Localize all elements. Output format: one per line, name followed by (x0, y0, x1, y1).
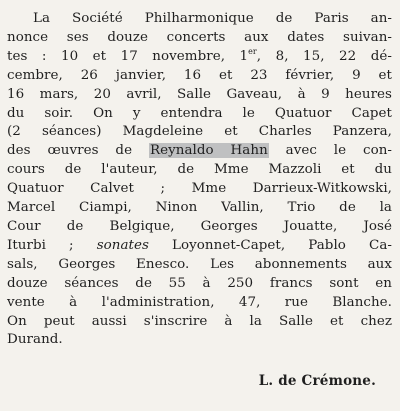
text-line: vente à l'administration, 47, rue Blanche. (7, 294, 392, 310)
text-fragment: avec le con- (268, 143, 393, 159)
text-line: du soir. On y entendra le Quatuor Capet (7, 105, 392, 121)
text-line: Durand. (7, 332, 63, 348)
text-line: douze séances de 55 à 250 francs sont en (7, 275, 392, 291)
text-fragment: tes : 10 et 17 novembre, 1 (7, 48, 249, 64)
text-line: cours de l'auteur, de Mme Mazzoli et du (7, 162, 392, 178)
highlighted-name: Reynaldo Hahn (149, 143, 268, 159)
signature: L. de Crémone. (258, 373, 376, 389)
text-line: La Société Philharmonique de Paris an- (33, 11, 392, 26)
text-line: Marcel Ciampi, Ninon Vallin, Trio de la (7, 200, 392, 216)
text-line: 16 mars, 20 avril, Salle Gaveau, à 9 heures (7, 86, 392, 102)
text-line (7, 48, 392, 67)
text-line: On peut aussi s'inscrire à la Salle et chez (7, 313, 392, 329)
text-line (7, 142, 392, 161)
text-fragment: Loyonnet-Capet, Pablo Ca- (148, 237, 392, 253)
text-fragment: , 8, 15, 22 dé- (256, 48, 392, 64)
italic-word: sonates (96, 237, 149, 253)
text-fragment: des œuvres de (7, 143, 149, 159)
text-line: sals, Georges Enesco. Les abonnements aux (7, 256, 392, 272)
text-fragment: Iturbi ; (7, 237, 97, 253)
article-body (7, 10, 392, 350)
text-line: Quatuor Calvet ; Mme Darrieux-Witkowski, (7, 181, 392, 197)
superscript: er (248, 46, 257, 56)
text-line: cembre, 26 janvier, 16 et 23 février, 9 et (7, 67, 392, 83)
text-line: Cour de Belgique, Georges Jouatte, José (7, 218, 392, 234)
text-line: (2 séances) Magdeleine et Charles Panzera, (7, 124, 392, 140)
text-line: nonce ses douze concerts aux dates suivan- (7, 29, 392, 45)
text-line (7, 237, 392, 256)
article-paragraph (7, 10, 392, 350)
